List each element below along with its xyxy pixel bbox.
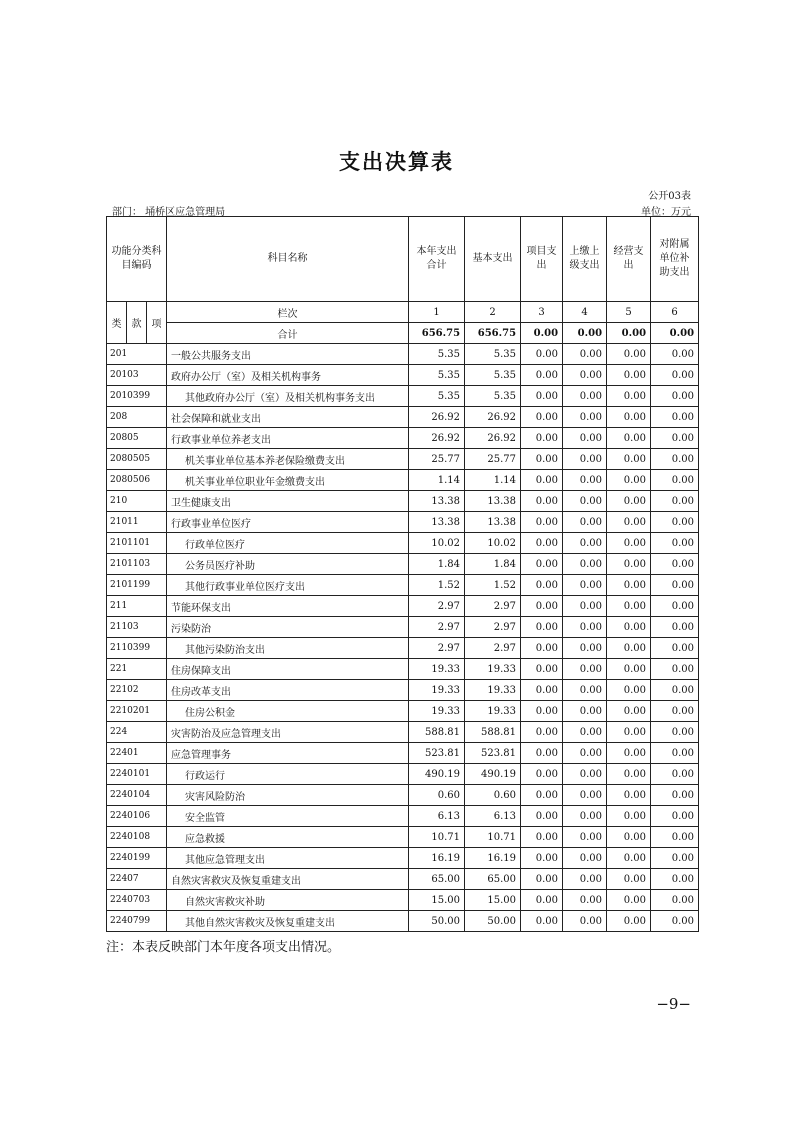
row-code: 208 [107, 407, 167, 428]
row-value: 1.52 [409, 575, 465, 596]
table-row [107, 365, 699, 386]
row-value: 1.14 [465, 470, 521, 491]
row-value: 0.00 [607, 659, 651, 680]
table-row [107, 680, 699, 701]
row-name: 自然灾害救灾补助 [167, 890, 409, 911]
row-value: 0.00 [521, 386, 563, 407]
row-value: 0.00 [607, 365, 651, 386]
row-value: 0.60 [409, 785, 465, 806]
row-value: 0.00 [563, 491, 607, 512]
row-value: 0.00 [563, 743, 607, 764]
row-value: 0.00 [651, 449, 699, 470]
row-value: 0.00 [521, 596, 563, 617]
total-value: 0.00 [651, 323, 699, 344]
col-num: 6 [651, 302, 699, 323]
table-row [107, 491, 699, 512]
row-name: 住房改革支出 [167, 680, 409, 701]
row-value: 6.13 [465, 806, 521, 827]
department-label: 部门： 埇桥区应急管理局 [112, 207, 226, 218]
row-value: 0.00 [651, 638, 699, 659]
header-lei: 类 [107, 302, 127, 344]
row-value: 5.35 [409, 344, 465, 365]
row-name: 其他政府办公厅（室）及相关机构事务支出 [167, 386, 409, 407]
row-value: 2.97 [409, 638, 465, 659]
row-code: 2101199 [107, 575, 167, 596]
row-value: 0.00 [563, 659, 607, 680]
row-code: 210 [107, 491, 167, 512]
row-value: 26.92 [465, 407, 521, 428]
row-value: 0.00 [607, 533, 651, 554]
row-value: 25.77 [409, 449, 465, 470]
row-code: 2101101 [107, 533, 167, 554]
row-value: 5.35 [465, 386, 521, 407]
row-value: 0.00 [563, 428, 607, 449]
row-name: 灾害风险防治 [167, 785, 409, 806]
row-value: 0.00 [563, 407, 607, 428]
row-code: 22102 [107, 680, 167, 701]
row-name: 灾害防治及应急管理支出 [167, 722, 409, 743]
table-row [107, 638, 699, 659]
row-value: 26.92 [409, 428, 465, 449]
row-name: 行政事业单位养老支出 [167, 428, 409, 449]
row-value: 0.00 [651, 890, 699, 911]
row-value: 0.00 [651, 617, 699, 638]
row-value: 0.00 [563, 617, 607, 638]
row-code: 2240106 [107, 806, 167, 827]
row-code: 2210201 [107, 701, 167, 722]
table-row [107, 533, 699, 554]
row-value: 0.00 [563, 596, 607, 617]
row-value: 0.00 [607, 743, 651, 764]
row-value: 0.00 [521, 554, 563, 575]
row-name: 行政事业单位医疗 [167, 512, 409, 533]
row-value: 0.00 [521, 533, 563, 554]
row-value: 0.00 [521, 491, 563, 512]
table-row [107, 701, 699, 722]
table-row [107, 554, 699, 575]
row-code: 2080505 [107, 449, 167, 470]
row-value: 0.00 [651, 596, 699, 617]
row-value: 0.00 [521, 680, 563, 701]
row-value: 5.35 [465, 344, 521, 365]
table-row [107, 449, 699, 470]
col-num: 4 [563, 302, 607, 323]
row-code: 2240199 [107, 848, 167, 869]
row-name: 其他自然灾害救灾及恢复重建支出 [167, 911, 409, 932]
col-num: 3 [521, 302, 563, 323]
total-value: 656.75 [409, 323, 465, 344]
row-value: 0.00 [651, 806, 699, 827]
table-row [107, 848, 699, 869]
row-value: 50.00 [465, 911, 521, 932]
row-value: 0.00 [521, 512, 563, 533]
row-value: 0.00 [563, 512, 607, 533]
row-code: 2110399 [107, 638, 167, 659]
page-number: −9− [656, 995, 691, 1013]
row-value: 0.00 [563, 806, 607, 827]
table-row [107, 806, 699, 827]
row-value: 10.71 [409, 827, 465, 848]
row-value: 65.00 [409, 869, 465, 890]
row-value: 13.38 [409, 512, 465, 533]
row-name: 一般公共服务支出 [167, 344, 409, 365]
footnote: 注：本表反映部门本年度各项支出情况。 [106, 940, 341, 955]
row-code: 2240104 [107, 785, 167, 806]
row-value: 65.00 [465, 869, 521, 890]
row-value: 0.00 [563, 911, 607, 932]
row-value: 13.38 [409, 491, 465, 512]
row-value: 0.00 [651, 512, 699, 533]
row-value: 19.33 [409, 680, 465, 701]
row-value: 0.00 [563, 449, 607, 470]
row-value: 0.00 [607, 449, 651, 470]
row-value: 0.00 [651, 407, 699, 428]
row-value: 0.00 [521, 575, 563, 596]
expenditure-table [106, 216, 699, 932]
row-code: 20805 [107, 428, 167, 449]
row-value: 0.00 [563, 890, 607, 911]
row-value: 2.97 [465, 638, 521, 659]
table-row [107, 596, 699, 617]
row-value: 0.00 [607, 596, 651, 617]
row-value: 19.33 [409, 659, 465, 680]
row-value: 10.71 [465, 827, 521, 848]
row-value: 588.81 [465, 722, 521, 743]
row-value: 6.13 [409, 806, 465, 827]
row-value: 0.00 [607, 386, 651, 407]
row-value: 0.00 [607, 827, 651, 848]
total-value: 0.00 [607, 323, 651, 344]
header-total: 本年支出合计 [409, 217, 465, 302]
row-value: 2.97 [409, 617, 465, 638]
row-value: 0.00 [651, 470, 699, 491]
row-value: 0.00 [563, 764, 607, 785]
row-value: 0.00 [521, 449, 563, 470]
table-row [107, 512, 699, 533]
row-value: 0.00 [607, 785, 651, 806]
row-code: 2240799 [107, 911, 167, 932]
row-value: 13.38 [465, 512, 521, 533]
row-value: 0.00 [651, 533, 699, 554]
row-value: 0.00 [521, 806, 563, 827]
row-value: 26.92 [409, 407, 465, 428]
row-name: 应急救援 [167, 827, 409, 848]
row-value: 0.00 [521, 722, 563, 743]
row-value: 0.00 [521, 407, 563, 428]
row-value: 0.00 [521, 911, 563, 932]
row-value: 0.00 [607, 701, 651, 722]
row-value: 5.35 [409, 386, 465, 407]
row-value: 0.00 [521, 701, 563, 722]
row-value: 0.00 [563, 848, 607, 869]
row-value: 0.00 [521, 365, 563, 386]
table-row [107, 869, 699, 890]
row-value: 0.00 [607, 491, 651, 512]
row-value: 0.00 [521, 869, 563, 890]
row-value: 0.00 [563, 701, 607, 722]
row-value: 0.00 [651, 386, 699, 407]
unit-label: 单位：万元 [641, 207, 691, 218]
row-value: 50.00 [409, 911, 465, 932]
row-value: 19.33 [465, 701, 521, 722]
row-name: 污染防治 [167, 617, 409, 638]
col-num: 5 [607, 302, 651, 323]
row-value: 0.00 [607, 890, 651, 911]
row-name: 其他污染防治支出 [167, 638, 409, 659]
row-value: 0.00 [563, 638, 607, 659]
row-value: 0.00 [521, 638, 563, 659]
total-row [107, 323, 699, 344]
row-value: 16.19 [409, 848, 465, 869]
row-value: 5.35 [465, 365, 521, 386]
row-value: 0.00 [651, 701, 699, 722]
row-value: 0.00 [651, 869, 699, 890]
table-row [107, 827, 699, 848]
row-code: 21011 [107, 512, 167, 533]
header-project: 项目支出 [521, 217, 563, 302]
row-value: 0.00 [563, 365, 607, 386]
row-value: 0.00 [607, 344, 651, 365]
row-value: 0.00 [651, 365, 699, 386]
row-name: 卫生健康支出 [167, 491, 409, 512]
row-value: 0.00 [651, 659, 699, 680]
row-value: 490.19 [409, 764, 465, 785]
row-value: 0.00 [607, 512, 651, 533]
row-value: 0.00 [607, 764, 651, 785]
row-code: 20103 [107, 365, 167, 386]
total-value: 0.00 [521, 323, 563, 344]
row-value: 0.00 [607, 428, 651, 449]
row-value: 0.00 [651, 743, 699, 764]
table-row [107, 785, 699, 806]
row-value: 0.00 [607, 680, 651, 701]
header-business: 经营支出 [607, 217, 651, 302]
row-value: 0.00 [607, 617, 651, 638]
row-value: 0.00 [521, 890, 563, 911]
row-value: 523.81 [409, 743, 465, 764]
row-value: 0.00 [563, 554, 607, 575]
row-code: 2240101 [107, 764, 167, 785]
row-value: 2.97 [465, 596, 521, 617]
row-value: 2.97 [409, 596, 465, 617]
header-basic: 基本支出 [465, 217, 521, 302]
row-value: 0.00 [563, 827, 607, 848]
row-value: 1.84 [465, 554, 521, 575]
row-value: 16.19 [465, 848, 521, 869]
table-row [107, 722, 699, 743]
row-code: 221 [107, 659, 167, 680]
row-value: 0.00 [521, 470, 563, 491]
row-value: 19.33 [465, 680, 521, 701]
row-value: 523.81 [465, 743, 521, 764]
row-value: 0.00 [563, 869, 607, 890]
row-code: 2240108 [107, 827, 167, 848]
row-value: 2.97 [465, 617, 521, 638]
row-value: 0.00 [651, 344, 699, 365]
header-row [107, 217, 699, 302]
row-value: 0.00 [563, 680, 607, 701]
row-value: 19.33 [465, 659, 521, 680]
table-row [107, 743, 699, 764]
row-value: 0.00 [607, 911, 651, 932]
row-name: 公务员医疗补助 [167, 554, 409, 575]
row-value: 0.00 [521, 617, 563, 638]
row-name: 行政单位医疗 [167, 533, 409, 554]
row-value: 0.00 [521, 785, 563, 806]
row-value: 0.00 [607, 848, 651, 869]
row-value: 0.00 [563, 785, 607, 806]
row-value: 0.00 [607, 722, 651, 743]
row-value: 13.38 [465, 491, 521, 512]
row-value: 0.00 [651, 911, 699, 932]
row-value: 15.00 [465, 890, 521, 911]
row-value: 0.00 [563, 722, 607, 743]
row-value: 0.00 [563, 575, 607, 596]
header-upper: 上缴上级支出 [563, 217, 607, 302]
row-value: 0.00 [607, 638, 651, 659]
table-row [107, 344, 699, 365]
row-value: 1.14 [409, 470, 465, 491]
row-value: 0.00 [607, 554, 651, 575]
row-value: 0.00 [651, 680, 699, 701]
row-code: 22401 [107, 743, 167, 764]
row-value: 15.00 [409, 890, 465, 911]
row-code: 21103 [107, 617, 167, 638]
table-row [107, 386, 699, 407]
row-value: 0.00 [651, 848, 699, 869]
row-value: 0.00 [563, 470, 607, 491]
row-name: 其他应急管理支出 [167, 848, 409, 869]
row-value: 0.00 [521, 344, 563, 365]
row-value: 26.92 [465, 428, 521, 449]
row-value: 0.00 [521, 827, 563, 848]
row-value: 10.02 [409, 533, 465, 554]
row-value: 0.00 [651, 785, 699, 806]
row-value: 0.00 [651, 575, 699, 596]
row-name: 机关事业单位职业年金缴费支出 [167, 470, 409, 491]
row-name: 安全监管 [167, 806, 409, 827]
row-value: 0.00 [521, 428, 563, 449]
page-title: 支出决算表 [339, 149, 454, 174]
header-kuan: 款 [127, 302, 147, 344]
row-value: 0.00 [651, 491, 699, 512]
row-name: 住房保障支出 [167, 659, 409, 680]
table-row [107, 470, 699, 491]
table-row [107, 890, 699, 911]
lanci-row [107, 302, 699, 323]
row-value: 588.81 [409, 722, 465, 743]
header-subject-name: 科目名称 [167, 217, 409, 302]
total-label: 合计 [167, 323, 409, 344]
lanci-label: 栏次 [167, 302, 409, 323]
table-row [107, 659, 699, 680]
row-code: 201 [107, 344, 167, 365]
row-name: 应急管理事务 [167, 743, 409, 764]
row-name: 行政运行 [167, 764, 409, 785]
row-name: 政府办公厅（室）及相关机构事务 [167, 365, 409, 386]
row-value: 0.60 [465, 785, 521, 806]
row-value: 490.19 [465, 764, 521, 785]
header-func-class: 功能分类科目编码 [107, 217, 167, 302]
header-xiang: 项 [147, 302, 167, 344]
row-name: 节能环保支出 [167, 596, 409, 617]
row-code: 2080506 [107, 470, 167, 491]
table-row [107, 428, 699, 449]
table-row [107, 764, 699, 785]
row-value: 0.00 [651, 428, 699, 449]
row-name: 住房公积金 [167, 701, 409, 722]
row-value: 0.00 [521, 848, 563, 869]
total-value: 0.00 [563, 323, 607, 344]
row-value: 0.00 [607, 869, 651, 890]
row-value: 10.02 [465, 533, 521, 554]
total-value: 656.75 [465, 323, 521, 344]
row-code: 2010399 [107, 386, 167, 407]
row-value: 0.00 [521, 659, 563, 680]
row-value: 0.00 [563, 386, 607, 407]
form-number: 公开03表 [648, 191, 691, 202]
row-value: 25.77 [465, 449, 521, 470]
row-name: 其他行政事业单位医疗支出 [167, 575, 409, 596]
row-value: 0.00 [607, 575, 651, 596]
row-code: 22407 [107, 869, 167, 890]
row-code: 2240703 [107, 890, 167, 911]
col-num: 1 [409, 302, 465, 323]
row-value: 0.00 [651, 764, 699, 785]
row-value: 0.00 [651, 827, 699, 848]
table-row [107, 575, 699, 596]
row-code: 2101103 [107, 554, 167, 575]
table-row [107, 407, 699, 428]
header-subsidiary: 对附属单位补助支出 [651, 217, 699, 302]
row-name: 机关事业单位基本养老保险缴费支出 [167, 449, 409, 470]
row-value: 0.00 [651, 554, 699, 575]
row-value: 0.00 [563, 344, 607, 365]
table-row [107, 617, 699, 638]
row-value: 0.00 [607, 407, 651, 428]
row-name: 自然灾害救灾及恢复重建支出 [167, 869, 409, 890]
row-name: 社会保障和就业支出 [167, 407, 409, 428]
row-value: 19.33 [409, 701, 465, 722]
row-value: 0.00 [521, 743, 563, 764]
row-value: 0.00 [607, 806, 651, 827]
row-code: 224 [107, 722, 167, 743]
row-code: 211 [107, 596, 167, 617]
row-value: 1.52 [465, 575, 521, 596]
row-value: 0.00 [521, 764, 563, 785]
row-value: 0.00 [607, 470, 651, 491]
row-value: 0.00 [563, 533, 607, 554]
table-row [107, 911, 699, 932]
row-value: 5.35 [409, 365, 465, 386]
col-num: 2 [465, 302, 521, 323]
row-value: 0.00 [651, 722, 699, 743]
row-value: 1.84 [409, 554, 465, 575]
